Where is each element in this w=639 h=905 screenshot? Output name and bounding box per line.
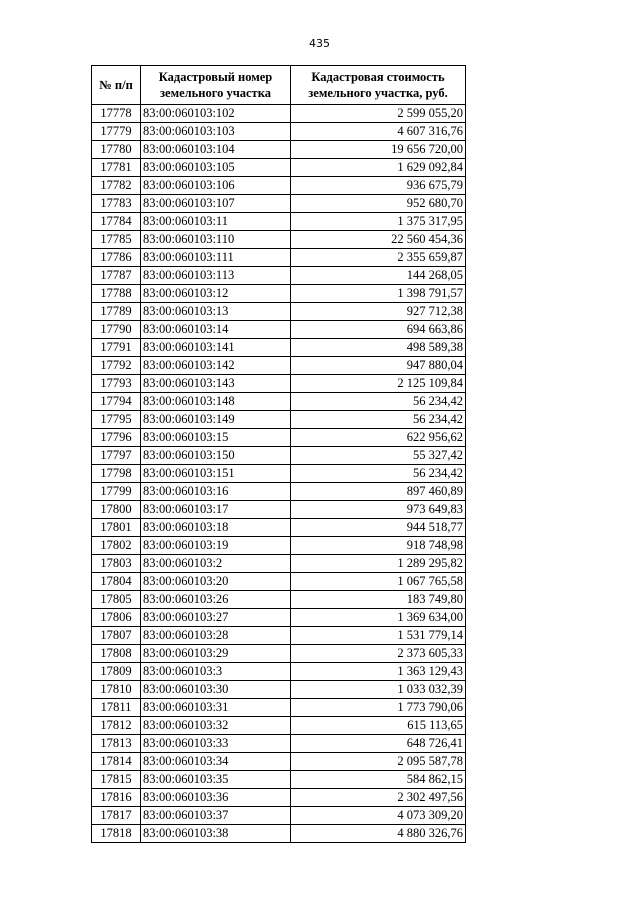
- cadastral-value-table: [91, 65, 466, 843]
- cadastral-value-cell: 1 363 129,43: [291, 663, 466, 681]
- table-row: [92, 807, 466, 825]
- cadastral-number-cell: 83:00:060103:150: [141, 447, 291, 465]
- row-number-cell: 17792: [92, 357, 141, 375]
- row-number-cell: 17789: [92, 303, 141, 321]
- cadastral-value-cell: 947 880,04: [291, 357, 466, 375]
- row-number-cell: 17781: [92, 159, 141, 177]
- cadastral-number-cell: 83:00:060103:3: [141, 663, 291, 681]
- row-number-cell: 17815: [92, 771, 141, 789]
- row-number-cell: 17802: [92, 537, 141, 555]
- table-row: [92, 429, 466, 447]
- cadastral-value-cell: 973 649,83: [291, 501, 466, 519]
- cadastral-value-cell: 2 302 497,56: [291, 789, 466, 807]
- table-row: [92, 411, 466, 429]
- cadastral-value-cell: 1 773 790,06: [291, 699, 466, 717]
- cadastral-number-cell: 83:00:060103:38: [141, 825, 291, 843]
- cadastral-number-cell: 83:00:060103:33: [141, 735, 291, 753]
- cadastral-value-cell: 19 656 720,00: [291, 141, 466, 159]
- cadastral-value-cell: 183 749,80: [291, 591, 466, 609]
- row-number-cell: 17793: [92, 375, 141, 393]
- table-row: [92, 519, 466, 537]
- cadastral-value-cell: 55 327,42: [291, 447, 466, 465]
- table-row: [92, 771, 466, 789]
- cadastral-value-cell: 1 629 092,84: [291, 159, 466, 177]
- cadastral-number-cell: 83:00:060103:13: [141, 303, 291, 321]
- row-number-cell: 17807: [92, 627, 141, 645]
- row-number-cell: 17785: [92, 231, 141, 249]
- cadastral-number-cell: 83:00:060103:18: [141, 519, 291, 537]
- cadastral-number-cell: 83:00:060103:30: [141, 681, 291, 699]
- table-row: [92, 393, 466, 411]
- row-number-cell: 17803: [92, 555, 141, 573]
- cadastral-number-cell: 83:00:060103:35: [141, 771, 291, 789]
- cadastral-number-cell: 83:00:060103:106: [141, 177, 291, 195]
- cadastral-value-cell: 648 726,41: [291, 735, 466, 753]
- cadastral-value-cell: 1 531 779,14: [291, 627, 466, 645]
- table-row: [92, 537, 466, 555]
- row-number-cell: 17813: [92, 735, 141, 753]
- cadastral-value-cell: 4 880 326,76: [291, 825, 466, 843]
- cadastral-number-cell: 83:00:060103:29: [141, 645, 291, 663]
- table-row: [92, 141, 466, 159]
- table-row: [92, 267, 466, 285]
- cadastral-value-cell: 56 234,42: [291, 465, 466, 483]
- cadastral-number-cell: 83:00:060103:16: [141, 483, 291, 501]
- row-number-cell: 17800: [92, 501, 141, 519]
- cadastral-number-cell: 83:00:060103:34: [141, 753, 291, 771]
- cadastral-value-cell: 144 268,05: [291, 267, 466, 285]
- cadastral-value-cell: 1 369 634,00: [291, 609, 466, 627]
- row-number-cell: 17806: [92, 609, 141, 627]
- row-number-cell: 17809: [92, 663, 141, 681]
- row-number-cell: 17784: [92, 213, 141, 231]
- header-row: [92, 66, 466, 105]
- table-row: [92, 717, 466, 735]
- cadastral-number-cell: 83:00:060103:105: [141, 159, 291, 177]
- cadastral-value-cell: 1 289 295,82: [291, 555, 466, 573]
- cadastral-number-cell: 83:00:060103:143: [141, 375, 291, 393]
- table-row: [92, 105, 466, 123]
- cadastral-value-cell: 4 607 316,76: [291, 123, 466, 141]
- cadastral-number-cell: 83:00:060103:28: [141, 627, 291, 645]
- cadastral-number-cell: 83:00:060103:107: [141, 195, 291, 213]
- table-row: [92, 447, 466, 465]
- table-row: [92, 465, 466, 483]
- cadastral-number-cell: 83:00:060103:141: [141, 339, 291, 357]
- cadastral-number-cell: 83:00:060103:104: [141, 141, 291, 159]
- cadastral-number-cell: 83:00:060103:11: [141, 213, 291, 231]
- row-number-cell: 17780: [92, 141, 141, 159]
- row-number-cell: 17790: [92, 321, 141, 339]
- table-row: [92, 123, 466, 141]
- row-number-cell: 17791: [92, 339, 141, 357]
- cadastral-value-cell: 2 373 605,33: [291, 645, 466, 663]
- cadastral-number-cell: 83:00:060103:20: [141, 573, 291, 591]
- header-cadastral-value: Кадастровая стоимость земельного участка, руб.: [291, 66, 466, 105]
- table-row: [92, 555, 466, 573]
- table-row: [92, 645, 466, 663]
- cadastral-number-cell: 83:00:060103:14: [141, 321, 291, 339]
- header-cadastral-number: Кадастровый номер земельного участка: [141, 66, 291, 105]
- row-number-cell: 17810: [92, 681, 141, 699]
- row-number-cell: 17804: [92, 573, 141, 591]
- table-row: [92, 591, 466, 609]
- cadastral-value-cell: 584 862,15: [291, 771, 466, 789]
- table-row: [92, 789, 466, 807]
- cadastral-value-cell: 56 234,42: [291, 393, 466, 411]
- table-row: [92, 249, 466, 267]
- cadastral-number-cell: 83:00:060103:31: [141, 699, 291, 717]
- table-row: [92, 177, 466, 195]
- row-number-cell: 17801: [92, 519, 141, 537]
- table-row: [92, 735, 466, 753]
- cadastral-value-cell: 2 355 659,87: [291, 249, 466, 267]
- table-row: [92, 753, 466, 771]
- table-row: [92, 285, 466, 303]
- cadastral-value-cell: 615 113,65: [291, 717, 466, 735]
- row-number-cell: 17787: [92, 267, 141, 285]
- table-row: [92, 357, 466, 375]
- row-number-cell: 17797: [92, 447, 141, 465]
- row-number-cell: 17817: [92, 807, 141, 825]
- cadastral-value-cell: 1 375 317,95: [291, 213, 466, 231]
- cadastral-number-cell: 83:00:060103:142: [141, 357, 291, 375]
- row-number-cell: 17779: [92, 123, 141, 141]
- cadastral-number-cell: 83:00:060103:110: [141, 231, 291, 249]
- cadastral-value-cell: 56 234,42: [291, 411, 466, 429]
- table-row: [92, 501, 466, 519]
- cadastral-value-cell: 944 518,77: [291, 519, 466, 537]
- row-number-cell: 17783: [92, 195, 141, 213]
- cadastral-value-cell: 952 680,70: [291, 195, 466, 213]
- cadastral-number-cell: 83:00:060103:149: [141, 411, 291, 429]
- cadastral-value-cell: 4 073 309,20: [291, 807, 466, 825]
- cadastral-number-cell: 83:00:060103:113: [141, 267, 291, 285]
- row-number-cell: 17805: [92, 591, 141, 609]
- table-row: [92, 663, 466, 681]
- row-number-cell: 17794: [92, 393, 141, 411]
- cadastral-number-cell: 83:00:060103:148: [141, 393, 291, 411]
- cadastral-number-cell: 83:00:060103:151: [141, 465, 291, 483]
- row-number-cell: 17796: [92, 429, 141, 447]
- row-number-cell: 17811: [92, 699, 141, 717]
- table-row: [92, 339, 466, 357]
- cadastral-value-cell: 498 589,38: [291, 339, 466, 357]
- cadastral-number-cell: 83:00:060103:19: [141, 537, 291, 555]
- row-number-cell: 17786: [92, 249, 141, 267]
- cadastral-number-cell: 83:00:060103:111: [141, 249, 291, 267]
- cadastral-number-cell: 83:00:060103:37: [141, 807, 291, 825]
- row-number-cell: 17782: [92, 177, 141, 195]
- row-number-cell: 17808: [92, 645, 141, 663]
- cadastral-value-cell: 927 712,38: [291, 303, 466, 321]
- cadastral-value-cell: 22 560 454,36: [291, 231, 466, 249]
- cadastral-value-cell: 2 125 109,84: [291, 375, 466, 393]
- cadastral-value-cell: 694 663,86: [291, 321, 466, 339]
- table-row: [92, 825, 466, 843]
- table-body: [92, 105, 466, 843]
- cadastral-value-cell: 1 067 765,58: [291, 573, 466, 591]
- cadastral-value-cell: 1 398 791,57: [291, 285, 466, 303]
- cadastral-value-cell: 936 675,79: [291, 177, 466, 195]
- cadastral-number-cell: 83:00:060103:103: [141, 123, 291, 141]
- table-row: [92, 609, 466, 627]
- table-row: [92, 573, 466, 591]
- table-row: [92, 321, 466, 339]
- table-row: [92, 213, 466, 231]
- table-row: [92, 159, 466, 177]
- row-number-cell: 17778: [92, 105, 141, 123]
- row-number-cell: 17818: [92, 825, 141, 843]
- row-number-cell: 17814: [92, 753, 141, 771]
- table-row: [92, 483, 466, 501]
- cadastral-number-cell: 83:00:060103:12: [141, 285, 291, 303]
- cadastral-value-cell: 1 033 032,39: [291, 681, 466, 699]
- table-row: [92, 627, 466, 645]
- row-number-cell: 17795: [92, 411, 141, 429]
- cadastral-value-cell: 918 748,98: [291, 537, 466, 555]
- cadastral-number-cell: 83:00:060103:26: [141, 591, 291, 609]
- row-number-cell: 17788: [92, 285, 141, 303]
- row-number-cell: 17816: [92, 789, 141, 807]
- table-row: [92, 231, 466, 249]
- cadastral-number-cell: 83:00:060103:27: [141, 609, 291, 627]
- cadastral-number-cell: 83:00:060103:17: [141, 501, 291, 519]
- cadastral-number-cell: 83:00:060103:32: [141, 717, 291, 735]
- header-num: № п/п: [92, 66, 141, 105]
- table-header: [92, 66, 466, 105]
- page-number: 435: [309, 37, 330, 50]
- cadastral-value-cell: 2 095 587,78: [291, 753, 466, 771]
- cadastral-number-cell: 83:00:060103:2: [141, 555, 291, 573]
- cadastral-value-cell: 2 599 055,20: [291, 105, 466, 123]
- cadastral-number-cell: 83:00:060103:36: [141, 789, 291, 807]
- row-number-cell: 17798: [92, 465, 141, 483]
- cadastral-number-cell: 83:00:060103:15: [141, 429, 291, 447]
- table-row: [92, 681, 466, 699]
- cadastral-value-cell: 897 460,89: [291, 483, 466, 501]
- table-row: [92, 303, 466, 321]
- row-number-cell: 17799: [92, 483, 141, 501]
- table-row: [92, 375, 466, 393]
- cadastral-number-cell: 83:00:060103:102: [141, 105, 291, 123]
- table-row: [92, 699, 466, 717]
- table-row: [92, 195, 466, 213]
- row-number-cell: 17812: [92, 717, 141, 735]
- cadastral-value-cell: 622 956,62: [291, 429, 466, 447]
